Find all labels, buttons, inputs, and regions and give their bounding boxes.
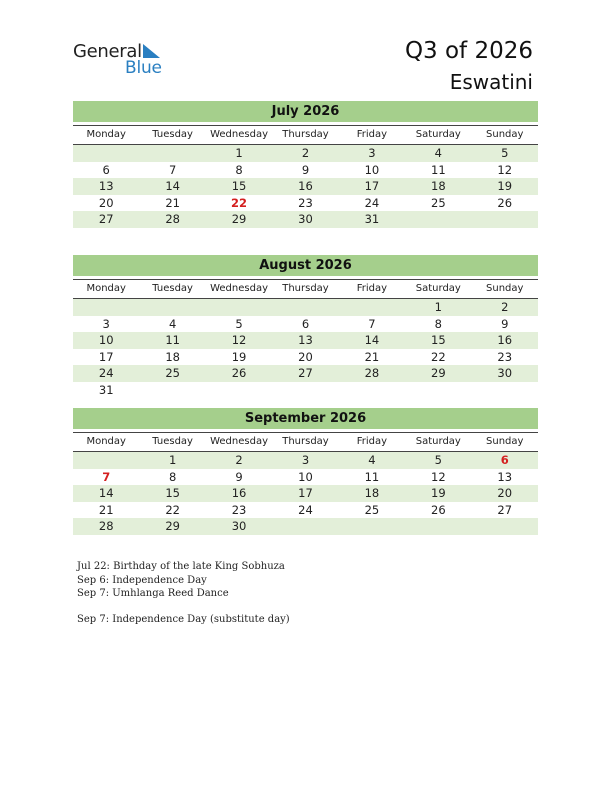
day-cell: 16 xyxy=(497,333,513,347)
day-cell xyxy=(339,518,405,535)
day-cell: 1 xyxy=(235,146,243,160)
day-cell: 12 xyxy=(497,162,513,177)
holiday-note: Sep 7: Umhlanga Reed Dance xyxy=(77,588,229,599)
day-cell: 18 xyxy=(165,349,180,364)
month-header: July 2026 xyxy=(73,101,538,122)
week-row xyxy=(73,299,538,316)
day-cell: 23 xyxy=(298,195,313,210)
day-cell: 7 xyxy=(168,162,177,177)
day-cell: 21 xyxy=(364,349,380,364)
day-cell: 9 xyxy=(501,316,509,331)
day-cell xyxy=(139,299,205,316)
weekday-label: Monday xyxy=(86,436,126,447)
day-cell: 16 xyxy=(231,486,247,500)
day-cell: 28 xyxy=(98,519,114,533)
day-cell: 19 xyxy=(497,179,513,193)
day-cell: 1 xyxy=(434,300,442,314)
month-header: August 2026 xyxy=(73,255,538,276)
logo-general-text: General xyxy=(73,41,142,62)
weekday-label: Sunday xyxy=(486,436,524,447)
day-cell: 8 xyxy=(168,469,177,484)
day-cell: 20 xyxy=(298,349,313,364)
day-cell: 17 xyxy=(98,349,114,364)
day-cell: 30 xyxy=(231,519,247,533)
day-cell xyxy=(405,211,471,228)
day-cell: 10 xyxy=(364,162,380,177)
weekday-label: Tuesday xyxy=(152,129,193,140)
weekday-label: Thursday xyxy=(282,436,329,447)
day-cell: 26 xyxy=(431,502,446,517)
weekday-label: Thursday xyxy=(282,129,329,140)
month-calendar xyxy=(73,101,538,228)
day-cell: 2 xyxy=(301,146,310,160)
day-cell: 9 xyxy=(235,469,243,484)
brand-logo xyxy=(73,41,173,81)
week-row xyxy=(73,365,538,382)
day-cell xyxy=(472,211,538,228)
day-cell: 19 xyxy=(231,349,247,364)
day-cell: 11 xyxy=(431,162,446,177)
weekday-label: Saturday xyxy=(415,129,461,140)
day-cell xyxy=(206,299,272,316)
weekday-label: Friday xyxy=(356,283,388,294)
day-cell: 3 xyxy=(102,316,110,331)
week-row xyxy=(73,452,538,469)
day-cell: 14 xyxy=(364,333,380,347)
day-cell: 3 xyxy=(301,453,310,467)
day-cell: 24 xyxy=(98,366,114,380)
weekday-row xyxy=(73,432,538,452)
day-cell: 30 xyxy=(497,366,513,380)
day-cell: 11 xyxy=(364,469,380,484)
day-cell: 16 xyxy=(298,179,313,193)
week-row xyxy=(73,469,538,486)
week-row xyxy=(73,178,538,195)
day-cell: 5 xyxy=(501,146,509,160)
day-cell: 12 xyxy=(431,469,446,484)
day-cell: 31 xyxy=(364,212,380,226)
day-cell: 18 xyxy=(364,486,380,500)
day-cell: 14 xyxy=(98,486,114,500)
day-cell xyxy=(206,382,272,399)
day-cell: 6 xyxy=(301,316,310,331)
weekday-label: Sunday xyxy=(486,283,524,294)
week-row xyxy=(73,332,538,349)
day-cell: 5 xyxy=(434,453,442,467)
day-cell: 17 xyxy=(364,179,380,193)
day-cell xyxy=(139,382,205,399)
holiday-note: Jul 22: Birthday of the late King Sobhuza xyxy=(77,561,285,572)
weekday-row xyxy=(73,125,538,145)
holiday-day-cell: 7 xyxy=(102,469,111,484)
day-cell: 4 xyxy=(434,146,442,160)
day-cell: 7 xyxy=(368,316,376,331)
day-cell: 21 xyxy=(98,502,114,517)
week-row xyxy=(73,316,538,333)
weekday-label: Thursday xyxy=(282,283,329,294)
day-cell: 26 xyxy=(231,366,247,380)
day-cell: 13 xyxy=(98,179,114,193)
day-cell: 25 xyxy=(165,366,180,380)
day-cell: 3 xyxy=(368,146,376,160)
day-cell: 18 xyxy=(431,179,446,193)
day-cell: 30 xyxy=(298,212,313,226)
weekday-label: Tuesday xyxy=(152,283,193,294)
weekday-label: Saturday xyxy=(415,436,461,447)
weekday-label: Tuesday xyxy=(152,436,193,447)
day-cell: 15 xyxy=(431,333,446,347)
logo-triangle-icon xyxy=(141,43,161,59)
day-cell: 25 xyxy=(431,195,446,210)
day-cell: 29 xyxy=(431,366,446,380)
logo-blue-text: Blue xyxy=(125,58,162,78)
day-cell: 10 xyxy=(298,469,313,484)
day-cell: 15 xyxy=(165,486,180,500)
day-cell: 8 xyxy=(434,316,442,331)
day-cell xyxy=(405,518,471,535)
day-cell xyxy=(339,382,405,399)
weekday-label: Friday xyxy=(356,436,388,447)
day-cell xyxy=(272,518,338,535)
month-calendar xyxy=(73,408,538,535)
country-name: Eswatini xyxy=(449,70,533,94)
weekday-label: Sunday xyxy=(486,129,524,140)
holiday-notes xyxy=(77,560,290,626)
day-cell: 5 xyxy=(235,316,243,331)
week-row xyxy=(73,211,538,228)
weekday-label: Wednesday xyxy=(210,283,268,294)
holiday-note: Sep 6: Independence Day xyxy=(77,574,207,586)
day-cell: 20 xyxy=(98,195,114,210)
weekday-label: Monday xyxy=(86,129,126,140)
week-row xyxy=(73,145,538,162)
week-row xyxy=(73,485,538,502)
holiday-day-cell: 22 xyxy=(231,195,248,210)
day-cell: 1 xyxy=(168,453,177,467)
day-cell: 27 xyxy=(298,366,313,380)
weekday-label: Friday xyxy=(356,129,388,140)
day-cell: 28 xyxy=(364,366,380,380)
day-cell: 15 xyxy=(231,179,247,193)
day-cell xyxy=(339,299,405,316)
weekday-label: Monday xyxy=(86,283,126,294)
day-cell: 28 xyxy=(165,212,180,226)
day-cell: 10 xyxy=(98,333,114,347)
weekday-label: Saturday xyxy=(415,283,461,294)
holiday-day-cell: 6 xyxy=(500,453,509,467)
day-cell xyxy=(272,299,338,316)
day-cell: 22 xyxy=(431,349,446,364)
day-cell: 14 xyxy=(165,179,180,193)
holiday-note: Sep 7: Independence Day (substitute day) xyxy=(77,613,290,625)
day-cell xyxy=(73,452,139,469)
day-cell: 2 xyxy=(235,453,243,467)
weekday-row xyxy=(73,279,538,299)
month-calendar xyxy=(73,255,538,398)
day-cell: 31 xyxy=(98,382,114,397)
page-title: Q3 of 2026 xyxy=(404,38,533,64)
day-cell xyxy=(472,518,538,535)
week-row xyxy=(73,502,538,519)
day-cell: 2 xyxy=(501,300,509,314)
day-cell: 29 xyxy=(165,519,180,533)
day-cell: 17 xyxy=(298,486,313,500)
day-cell: 19 xyxy=(431,486,446,500)
day-cell: 23 xyxy=(497,349,513,364)
day-cell: 4 xyxy=(368,453,376,467)
day-cell xyxy=(73,145,139,162)
day-cell xyxy=(472,382,538,399)
weekday-label: Wednesday xyxy=(210,436,268,447)
day-cell: 24 xyxy=(298,502,313,517)
week-row xyxy=(73,349,538,366)
day-cell: 27 xyxy=(98,212,114,226)
day-cell: 12 xyxy=(231,333,247,347)
month-header: September 2026 xyxy=(73,408,538,429)
day-cell: 22 xyxy=(165,502,180,517)
day-cell xyxy=(405,382,471,399)
day-cell: 27 xyxy=(497,502,513,517)
day-cell xyxy=(272,382,338,399)
day-cell: 25 xyxy=(364,502,380,517)
week-row xyxy=(73,382,538,399)
day-cell: 4 xyxy=(168,316,177,331)
week-row xyxy=(73,195,538,212)
week-row xyxy=(73,518,538,535)
week-row xyxy=(73,162,538,179)
day-cell: 24 xyxy=(364,195,380,210)
day-cell: 26 xyxy=(497,195,513,210)
weekday-label: Wednesday xyxy=(210,129,268,140)
day-cell: 8 xyxy=(235,162,243,177)
day-cell: 11 xyxy=(165,333,180,347)
day-cell: 9 xyxy=(301,162,310,177)
day-cell: 13 xyxy=(298,333,313,347)
day-cell: 20 xyxy=(497,486,513,500)
day-cell: 29 xyxy=(231,212,247,226)
day-cell: 23 xyxy=(231,502,247,517)
day-cell: 13 xyxy=(497,469,513,484)
day-cell: 21 xyxy=(165,195,180,210)
day-cell: 6 xyxy=(102,162,110,177)
day-cell xyxy=(139,145,205,162)
day-cell xyxy=(73,299,139,316)
